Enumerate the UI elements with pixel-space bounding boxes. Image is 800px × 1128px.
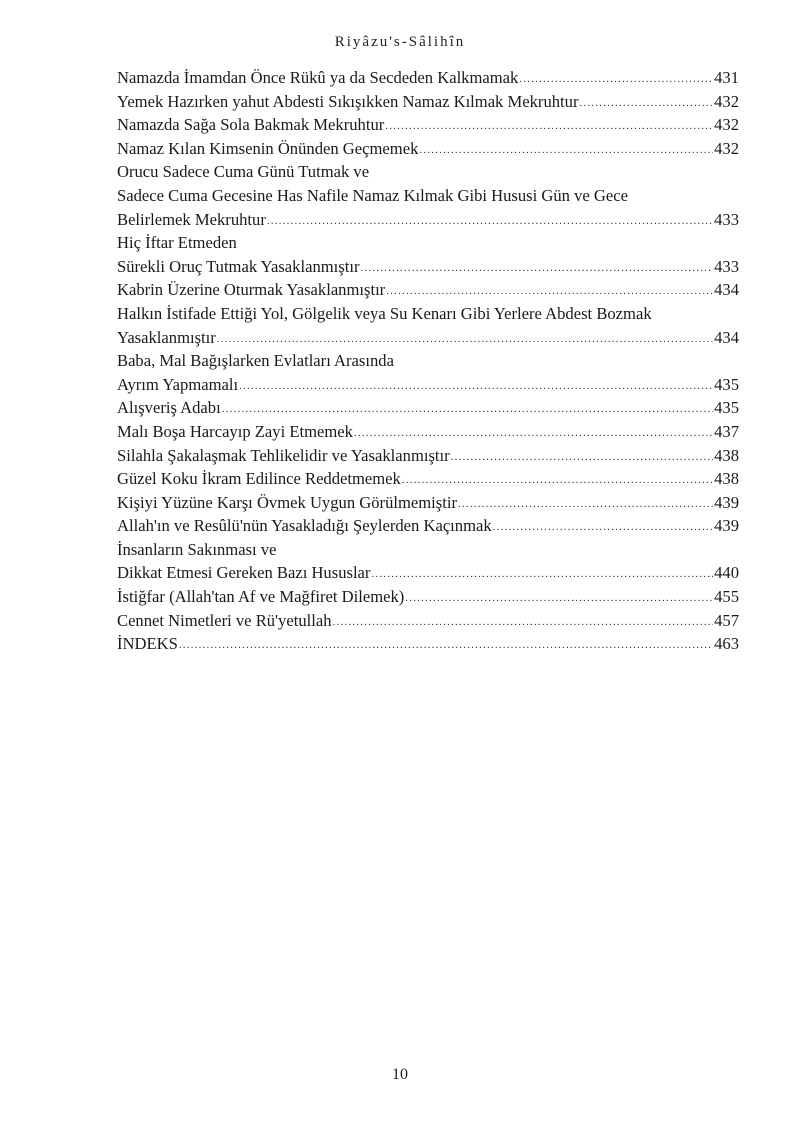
toc-entry-page: 431 [714,68,739,87]
toc-entry-title: Alışveriş Adabı [117,398,221,418]
toc-entry-title: Allah'ın ve Resûlü'nün Yasakladığı Şeylerden Kaçınmak [117,516,492,536]
toc-entry-title: Yasaklanmıştır [117,327,216,347]
toc-entry [117,396,739,420]
toc-entry-title: Namazda İmamdan Önce Rükû ya da Secdeden Kalkmamak [117,68,519,87]
toc-entry-page: 439 [714,492,739,512]
toc-entry-title: Güzel Koku İkram Edilince Reddetmemek [117,469,401,489]
toc-entry-title: Namaz Kılan Kimsenin Önünden Geçmemek [117,138,419,158]
toc-entry [117,561,739,585]
dot-leader [179,631,713,658]
toc-entry [117,632,739,656]
toc-entry [117,278,739,302]
toc-entry-title: Baba, Mal Bağışlarken Evlatları Arasında [117,351,394,371]
toc-entry [117,326,739,350]
toc-entry-page: 432 [714,138,739,158]
dot-leader [458,490,713,517]
toc-entry [117,349,739,373]
toc-entry [117,208,739,232]
toc-entry-title: Kişiyi Yüzüne Karşı Övmek Uygun Görülmemiştir [117,492,457,512]
toc-entry-page: 433 [714,256,739,276]
toc-entry-title: İstiğfar (Allah'tan Af ve Mağfiret Dilemek) [117,587,405,607]
toc-entry [117,373,739,397]
toc-entry-title: Namazda Sağa Sola Bakmak Mekruhtur [117,115,385,135]
toc-entry [117,514,739,538]
toc-entry-title: Orucu Sadece Cuma Günü Tutmak ve [117,162,370,182]
dot-leader [354,419,713,446]
toc-entry-page: 437 [714,421,739,441]
toc-entry [117,585,739,609]
toc-entry [117,137,739,161]
dot-leader [385,112,713,139]
dot-leader [386,277,713,304]
toc-entry-page: 457 [714,610,739,630]
toc-entry [117,90,739,114]
toc-entry [117,444,739,468]
dot-leader [402,466,713,493]
dot-leader [217,325,713,352]
dot-leader [222,395,713,422]
toc-entry-title: İnsanların Sakınması ve [117,539,277,559]
toc-entry [117,609,739,633]
toc-entry-title: Sadece Cuma Gecesine Has Nafile Namaz Kılmak Gibi Hususi Gün ve Gece [117,185,629,205]
toc-entry-page: 432 [714,115,739,135]
toc-entry-title: Dikkat Etmesi Gereken Bazı Hususlar [117,563,371,583]
running-title: Riyâzu's-Sâlihîn [334,34,466,50]
toc-entry-title: Malı Boşa Harcayıp Zayi Etmemek [117,421,353,441]
toc-entry-page: 434 [714,327,739,347]
dot-leader [493,513,713,540]
toc-entry-title: Hiç İftar Etmeden [117,233,237,253]
dot-leader [451,443,713,470]
dot-leader [519,65,713,92]
toc-entry [117,467,739,491]
dot-leader [579,89,713,116]
toc-entry-page: 438 [714,445,739,465]
toc-entry-title: Yemek Hazırken yahut Abdesti Sıkışıkken Namaz Kılmak Mekruhtur [117,91,579,111]
toc-entry-page: 432 [714,91,739,111]
toc-entry-page: 434 [714,280,739,300]
toc-entry-title: Belirlemek Mekruhtur [117,209,266,229]
dot-leader [371,560,713,587]
toc-entry-title: Halkın İstifade Ettiği Yol, Gölgelik veya Su Kenarı Gibi Yerlere Abdest Bozmak [117,303,652,323]
toc-entry-title: İNDEKS [117,634,178,654]
toc-entry-title: Cennet Nimetleri ve Rü'yetullah [117,610,332,630]
dot-leader [419,136,713,163]
toc-entry [117,302,739,326]
toc-entry-title: Kabrin Üzerine Oturmak Yasaklanmıştır [117,280,386,300]
toc-entry-page: 463 [714,634,739,654]
table-of-contents [117,66,739,656]
toc-entry [117,184,739,208]
toc-entry-page: 435 [714,374,739,394]
dot-leader [405,584,713,611]
toc-entry-page: 455 [714,587,739,607]
page-number: 10 [392,1066,408,1083]
dot-leader [239,372,713,399]
toc-entry [117,491,739,515]
toc-entry-title: Silahla Şakalaşmak Tehlikelidir ve Yasaklanmıştır [117,445,450,465]
toc-entry-title: Ayrım Yapmamalı [117,374,239,394]
toc-entry [117,66,739,90]
toc-entry-page: 440 [714,563,739,583]
toc-entry [117,538,739,562]
toc-entry [117,420,739,444]
toc-entry [117,231,739,255]
toc-entry-title: Sürekli Oruç Tutmak Yasaklanmıştır [117,256,360,276]
toc-entry [117,255,739,279]
dot-leader [267,207,713,234]
toc-entry-page: 439 [714,516,739,536]
toc-entry-page: 433 [714,209,739,229]
toc-entry [117,113,739,137]
toc-entry-page: 435 [714,398,739,418]
dot-leader [333,608,714,635]
toc-entry [117,160,739,184]
dot-leader [360,254,713,281]
toc-entry-page: 438 [714,469,739,489]
